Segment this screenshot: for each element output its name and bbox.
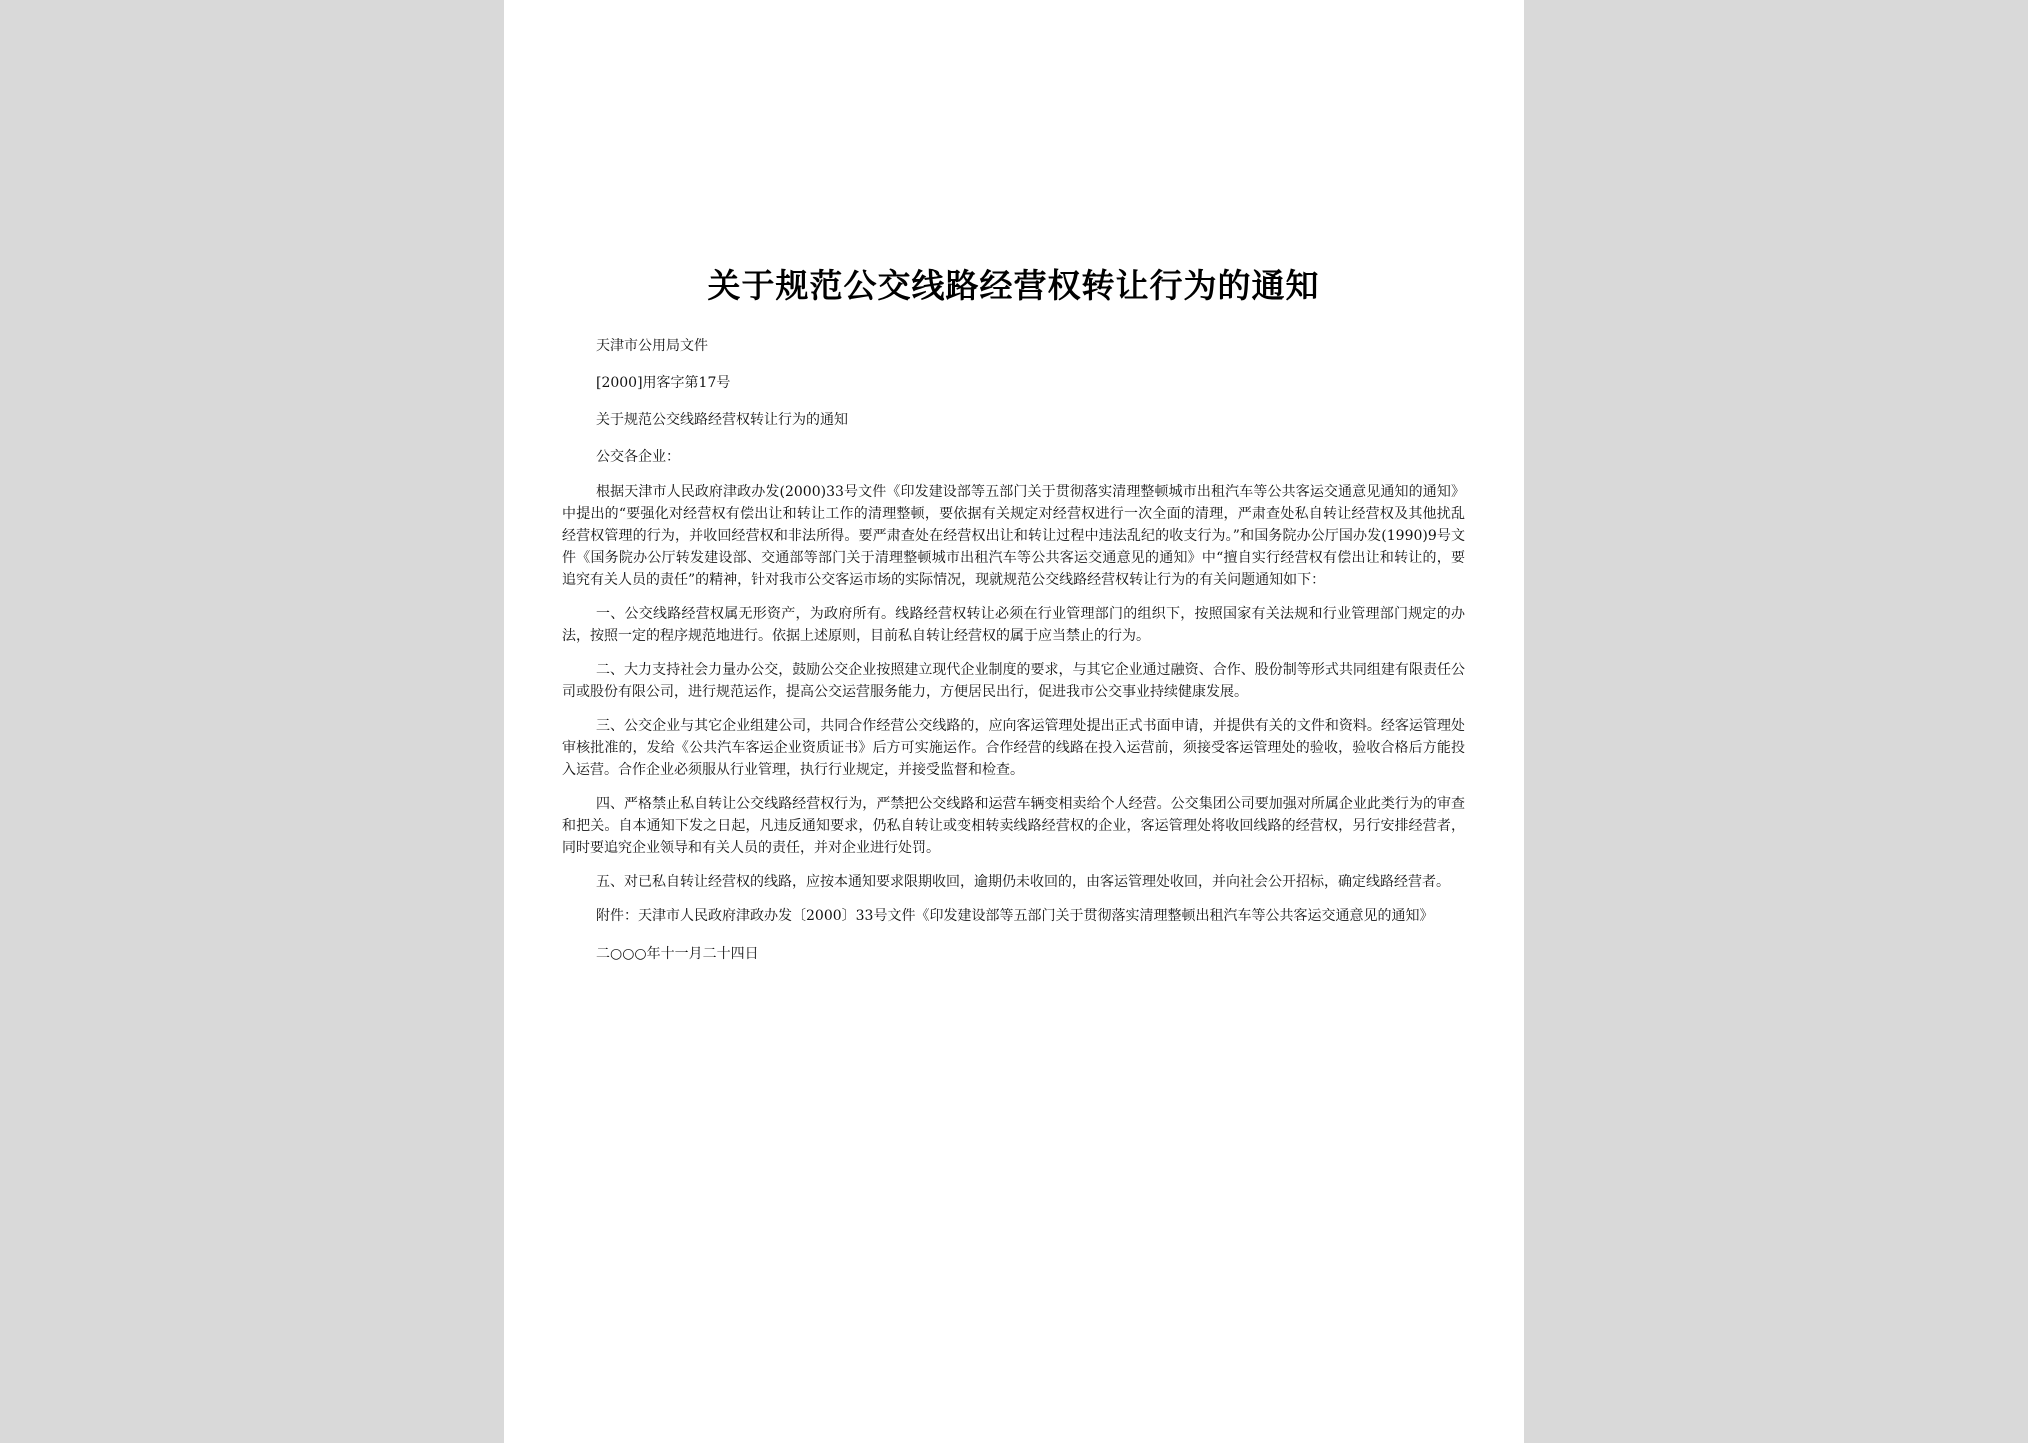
paragraph-item-5: 五、对已私自转让经营权的线路，应按本通知要求限期收回，逾期仍未收回的，由客运管理处收回，并向社会公开招标，确定线路经营者。 (596, 874, 1450, 890)
document-number: [2000]用客字第17号 (596, 375, 731, 391)
document-date: 二○○○年十一月二十四日 (596, 946, 759, 962)
paragraph-item-4: 四、严格禁止私自转让公交线路经营权行为，严禁把公交线路和运营车辆变相卖给个人经营。公交集团公司要加强对所属企业此类行为的审查和把关。自本通知下发之日起，凡违反通知要求，仍私自转让或变相转卖线路经营权的企业，客运管理处将收回线路的经营权，另行安排经营者，同时要追究企业领导和有关人员的责任，并对企业进行处罚。 (562, 796, 1465, 856)
paragraph-item-2: 二、大力支持社会力量办公交，鼓励公交企业按照建立现代企业制度的要求，与其它企业通过融资、合作、股份制等形式共同组建有限责任公司或股份有限公司，进行规范运作，提高公交运营服务能力，方便居民出行，促进我市公交事业持续健康发展。 (562, 662, 1465, 700)
document-title: 关于规范公交线路经营权转让行为的通知 (707, 266, 1320, 305)
paragraph-item-3: 三、公交企业与其它企业组建公司，共同合作经营公交线路的，应向客运管理处提出正式书面申请，并提供有关的文件和资料。经客运管理处审核批准的，发给《公共汽车客运企业资质证书》后方可实施运作。合作经营的线路在投入运营前，须接受客运管理处的验收，验收合格后方能投入运营。合作企业必须服从行业管理，执行行业规定，并接受监督和检查。 (562, 718, 1465, 778)
salutation: 公交各企业： (596, 449, 680, 465)
document-subtitle: 关于规范公交线路经营权转让行为的通知 (596, 412, 848, 428)
attachment-note: 附件：天津市人民政府津政办发〔2000〕33号文件《印发建设部等五部门关于贯彻落实清理整顿出租汽车等公共客运交通意见的通知》 (596, 908, 1434, 924)
issuer-line: 天津市公用局文件 (596, 338, 708, 354)
paragraph-intro: 根据天津市人民政府津政办发(2000)33号文件《印发建设部等五部门关于贯彻落实清理整顿城市出租汽车等公共客运交通意见通知的通知》中提出的“要强化对经营权有偿出让和转让工作的清理整顿，要依据有关规定对经营权进行一次全面的清理，严肃查处私自转让经营权及其他扰乱经营权管理的行为，并收回经营权和非法所得。要严肃查处在经营权出让和转让过程中违法乱纪的收支行为。”和国务院办公厅国办发(1990)9号文件《国务院办公厅转发建设部、交通部等部门关于清理整顿城市出租汽车等公共客运交通意见的通知》中“擅自实行经营权有偿出让和转让的，要追究有关人员的责任”的精神，针对我市公交客运市场的实际情况，现就规范公交线路经营权转让行为的有关问题通知如下： (562, 484, 1465, 588)
document-page (504, 0, 1524, 1443)
paragraph-item-1: 一、公交线路经营权属无形资产，为政府所有。线路经营权转让必须在行业管理部门的组织下，按照国家有关法规和行业管理部门规定的办法，按照一定的程序规范地进行。依据上述原则，目前私自转让经营权的属于应当禁止的行为。 (562, 606, 1465, 644)
